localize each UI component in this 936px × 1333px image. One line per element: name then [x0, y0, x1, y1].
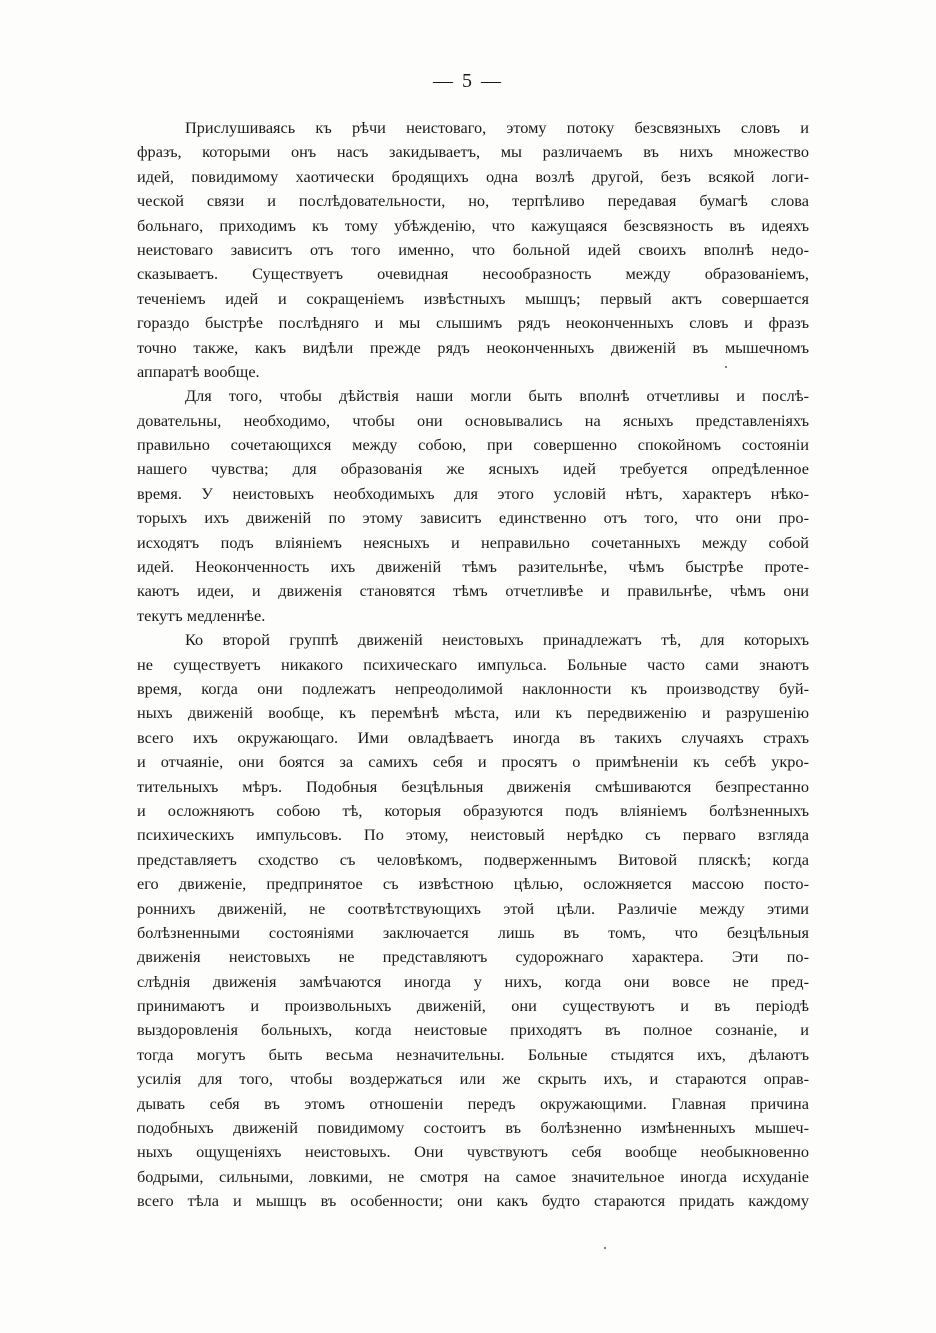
text-line: аппаратѣ вообще. — [137, 361, 260, 381]
text-line: Ко второй группѣ движеній неистовыхъ принадлежатъ тѣ, для которыхъ — [185, 630, 809, 650]
text-line: всего ихъ окружающаго. Ими овладѣваетъ иногда въ такихъ случаяхъ страхъ — [137, 727, 809, 747]
print-speck — [725, 366, 727, 368]
page-number: — 5 — — [433, 70, 503, 92]
text-line: ныхъ ощущеніяхъ неистовыхъ. Они чувствуютъ себя вообще необыкновенно — [137, 1142, 809, 1162]
text-line: Прислушиваясь къ рѣчи неистоваго, этому потоку безсвязныхъ словъ и — [185, 118, 809, 137]
text-line: нашего чувства; для образованія же ясныхъ идей требуется опредѣленное — [137, 459, 809, 479]
text-line: тогда могутъ быть весьма незначительны. Больные стыдятся ихъ, дѣлаютъ — [137, 1044, 809, 1064]
text-line: гораздо быстрѣе послѣдняго и мы слышимъ рядъ неоконченныхъ словъ и фразъ — [137, 313, 809, 333]
paragraph — [137, 384, 809, 628]
text-line: выздоровленія больныхъ, когда неистовые приходятъ въ полное сознаніе, и — [137, 1020, 809, 1040]
print-speck — [604, 1247, 606, 1249]
text-line: ныхъ движеній вообще, къ перемѣнѣ мѣста, или къ передвиженію и разрушенію — [137, 703, 809, 723]
text-line: каютъ идеи, и движенія становятся тѣмъ отчетливѣе и правильнѣе, чѣмъ они — [137, 581, 809, 601]
text-line: бодрыми, сильными, ловкими, не смотря на самое значительное иногда исхуданіе — [137, 1166, 809, 1186]
text-line: фразъ, которыми онъ насъ закидываетъ, мы различаемъ въ нихъ множество — [137, 142, 809, 162]
text-line: больнаго, приходимъ къ тому убѣжденію, что кажущаяся безсвязность въ идеяхъ — [137, 215, 809, 235]
text-line: идей, повидимому хаотически бродящихъ одна возлѣ другой, безъ всякой логи- — [137, 166, 809, 186]
text-line: исходятъ подъ вліяніемъ неясныхъ и неправильно сочетанныхъ между собой — [137, 532, 809, 552]
paragraph — [137, 628, 809, 1213]
text-line: движенія неистовыхъ не представляютъ судорожнаго характера. Эти по- — [137, 947, 809, 967]
text-line: роннихъ движеній, не соотвѣтствующихъ этой цѣли. Различіе между этими — [137, 898, 809, 918]
text-line: правильно сочетающихся между собою, при совершенно спокойномъ состояніи — [137, 435, 809, 455]
text-line: слѣднія движенія замѣчаются иногда у нихъ, когда они вовсе не пред- — [137, 971, 809, 991]
text-line: Для того, чтобы дѣйствія наши могли быть вполнѣ отчетливы и послѣ- — [185, 386, 809, 406]
text-line: идей. Неоконченность ихъ движеній тѣмъ разительнѣе, чѣмъ быстрѣе проте- — [137, 557, 809, 577]
text-line: текутъ медленнѣе. — [137, 605, 266, 625]
text-line: ческой связи и послѣдовательности, но, терпѣливо передавая бумагѣ слова — [137, 191, 809, 211]
text-line: усилія для того, чтобы воздержаться или же скрыть ихъ, и стараются оправ- — [137, 1069, 809, 1089]
text-line: торыхъ ихъ движеній по этому зависитъ единственно отъ того, что они про- — [137, 508, 809, 528]
paragraph — [137, 116, 809, 384]
text-line: время. У неистовыхъ необходимыхъ для этого условій нѣтъ, характеръ нѣко- — [137, 483, 809, 503]
text-line: принимаютъ и произвольныхъ движеній, они существуютъ и въ періодѣ — [137, 996, 809, 1016]
text-line: дывать себя въ этомъ отношеніи передъ окружающими. Главная причина — [137, 1093, 809, 1113]
text-line: его движеніе, предпринятое съ извѣстною цѣлью, осложняется массою посто- — [137, 874, 809, 894]
text-line: подобныхъ движеній повидимому состоитъ въ болѣзненно измѣненныхъ мышеч- — [137, 1118, 809, 1138]
text-line: теченіемъ идей и сокращеніемъ извѣстныхъ мышцъ; первый актъ совершается — [137, 288, 809, 308]
text-line: точно также, какъ видѣли прежде рядъ неоконченныхъ движеній въ мышечномъ — [137, 337, 809, 357]
text-line: время, когда они подлежатъ непреодолимой наклонности къ производству буй- — [137, 678, 809, 698]
text-line: и осложняютъ собою тѣ, которыя образуются подъ вліяніемъ болѣзненныхъ — [137, 800, 809, 820]
text-line: болѣзненными состояніями заключается лишь въ томъ, что безцѣльныя — [137, 922, 809, 942]
text-line: довательны, необходимо, чтобы они основывались на ясныхъ представленіяхъ — [137, 410, 809, 430]
text-line: всего тѣла и мышцъ въ особенности; они какъ будто стараются придать каждому — [137, 1191, 809, 1211]
text-line: сказываетъ. Существуетъ очевидная несообразность между образованіемъ, — [137, 264, 809, 284]
text-line: тительныхъ мѣръ. Подобныя безцѣльныя движенія смѣшиваются безпрестанно — [137, 776, 809, 796]
text-line: и отчаяніе, они боятся за самихъ себя и просятъ о примѣненіи къ себѣ укро- — [137, 752, 809, 772]
text-line: неистоваго зависитъ отъ того именно, что больной идей своихъ вполнѣ недо- — [137, 239, 809, 259]
body-text — [137, 116, 809, 1214]
text-line: представляетъ сходство съ человѣкомъ, подверженнымъ Витовой пляскѣ; когда — [137, 849, 809, 869]
text-line: психическихъ импульсовъ. По этому, неистовый нерѣдко съ перваго взгляда — [137, 825, 809, 845]
text-line: не существуетъ никакого психическаго импульса. Больные часто сами знаютъ — [137, 654, 809, 674]
